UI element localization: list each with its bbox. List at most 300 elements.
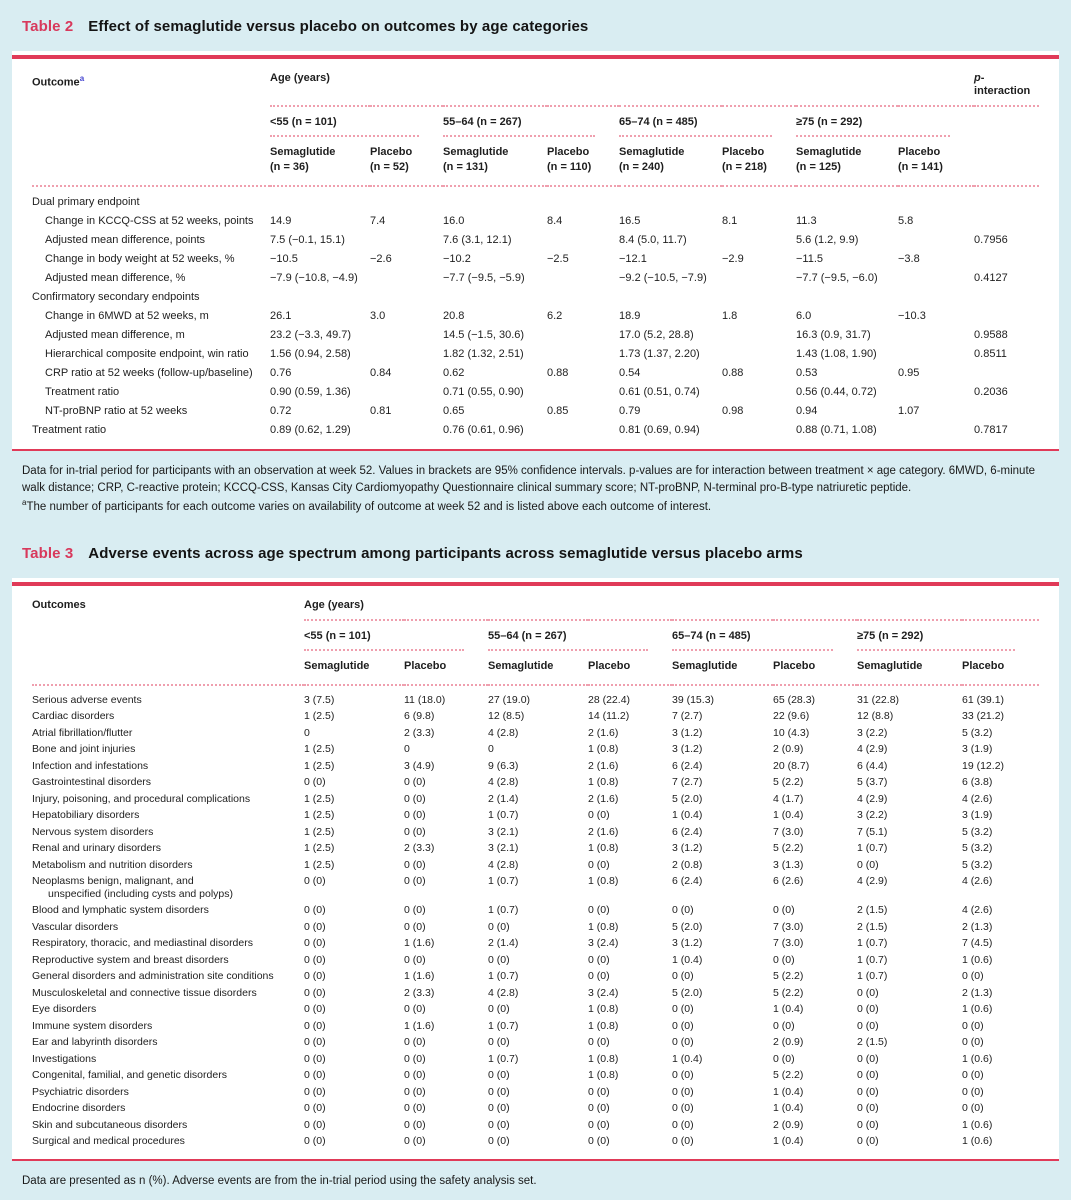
table-cell: 1 (1.6) (404, 970, 435, 983)
table3 (32, 586, 1039, 1150)
table-cell (270, 288, 370, 307)
table-cell: 4 (2.8) (488, 858, 519, 871)
row-label: CRP ratio at 52 weeks (follow-up/baseline) (45, 367, 253, 379)
table2-title-text: Effect of semaglutide versus placebo on outcomes by age categories (88, 18, 589, 35)
table-row (32, 212, 1039, 231)
table-cell: 27 (19.0) (488, 693, 531, 706)
table-cell (898, 231, 974, 250)
table-row (32, 685, 1039, 709)
table-cell: 1 (2.5) (304, 825, 335, 838)
arm-header: Semaglutide (n = 36) (270, 146, 336, 173)
table-cell: 1 (0.8) (588, 1069, 619, 1082)
table-cell: 1 (0.7) (857, 937, 888, 950)
table2-heading (12, 10, 1059, 35)
table-cell: 0 (0) (304, 937, 326, 950)
table-cell: 0 (0) (962, 1085, 984, 1098)
table-cell: 0 (0) (304, 1118, 326, 1131)
table-cell: 0 (0) (304, 776, 326, 789)
table-cell: 0 (0) (304, 1052, 326, 1065)
table-cell: 3 (1.2) (672, 937, 703, 950)
table3-footnote: Data are presented as n (%). Adverse events are from the in-trial period using the safety analysis set. (22, 1174, 537, 1187)
table-cell: 1 (0.8) (588, 920, 619, 933)
table-cell: −10.5 (270, 253, 298, 265)
table-cell (722, 269, 796, 288)
age-group-lt55: <55 (n = 101) (304, 620, 488, 651)
table-cell: 1.07 (898, 405, 920, 417)
table-row (32, 807, 1039, 824)
table-cell: 1.8 (722, 310, 738, 322)
table-cell: 0 (0) (588, 904, 610, 917)
table-cell: 7 (2.7) (672, 776, 703, 789)
table-cell: 0 (0) (857, 1118, 879, 1131)
table-cell: 0 (304, 726, 310, 739)
table-cell (547, 383, 619, 402)
table-cell: 1 (0.8) (588, 1052, 619, 1065)
table-cell: 1 (0.4) (672, 1052, 703, 1065)
row-label: General disorders and administration site conditions (32, 970, 274, 983)
table-cell: 2 (1.6) (588, 825, 619, 838)
table-cell: 20 (8.7) (773, 759, 810, 772)
table-cell: 0 (0) (588, 1135, 610, 1148)
table-cell: 3 (1.2) (672, 743, 703, 756)
table-cell (443, 288, 547, 307)
table-cell (722, 231, 796, 250)
table-cell: 4 (2.6) (962, 875, 993, 888)
table-cell: 0 (0) (488, 1102, 510, 1115)
table-cell: 0.88 (722, 367, 744, 379)
table-cell: 0.85 (547, 405, 569, 417)
table-cell: 0.89 (0.62, 1.29) (270, 424, 351, 436)
row-label: Injury, poisoning, and procedural complications (32, 792, 251, 805)
table-cell: −7.9 (−10.8, −4.9) (270, 272, 358, 284)
table-cell (796, 186, 898, 212)
table-cell: −9.2 (−10.5, −7.9) (619, 272, 707, 284)
table2 (32, 59, 1039, 440)
table-cell: 0 (0) (672, 1069, 694, 1082)
table-cell: 1 (0.7) (857, 842, 888, 855)
table-cell: 1 (2.5) (304, 759, 335, 772)
table-cell: 1 (0.7) (488, 1052, 519, 1065)
table-cell (722, 421, 796, 440)
table-cell: 1 (0.6) (962, 1052, 993, 1065)
table-cell: 16.5 (619, 215, 641, 227)
table-cell (974, 364, 1039, 383)
table-cell: −2.9 (722, 253, 744, 265)
table-cell: 0.76 (270, 367, 292, 379)
row-label: Hierarchical composite endpoint, win ratio (45, 348, 249, 360)
table-cell: 3 (2.4) (588, 986, 619, 999)
table-row (32, 1001, 1039, 1018)
table-cell: 0 (0) (304, 1003, 326, 1016)
table-cell: 6.2 (547, 310, 563, 322)
table-cell: 1 (0.6) (962, 953, 993, 966)
table-cell: 0 (0) (588, 858, 610, 871)
table-row (32, 402, 1039, 421)
table-cell: 5 (2.0) (672, 920, 703, 933)
table-cell: 1 (0.8) (588, 1019, 619, 1032)
table-cell: 3 (1.3) (773, 858, 804, 871)
table-cell: 1 (2.5) (304, 792, 335, 805)
arm-header: Placebo (404, 659, 447, 672)
table-cell: 0 (0) (962, 1019, 984, 1032)
table-cell: 0 (0) (304, 1069, 326, 1082)
table-cell: 0 (0) (962, 1102, 984, 1115)
table-cell (547, 186, 619, 212)
table-cell (722, 326, 796, 345)
table-cell: 1 (0.8) (588, 776, 619, 789)
table-cell: 1 (0.8) (588, 743, 619, 756)
table-cell: 1 (1.6) (404, 937, 435, 950)
table-cell: 61 (39.1) (962, 693, 1005, 706)
table-cell: 2 (0.9) (773, 1118, 804, 1131)
table-cell: 0 (0) (304, 875, 326, 888)
row-label: Gastrointestinal disorders (32, 776, 152, 789)
table-cell: 0 (0) (488, 1069, 510, 1082)
table-row (32, 288, 1039, 307)
table-cell: 1 (0.7) (488, 1019, 519, 1032)
table-cell: 0 (0) (404, 809, 426, 822)
table-cell: 0 (0) (488, 1118, 510, 1131)
table-cell: 7.4 (370, 215, 386, 227)
table-cell (370, 269, 443, 288)
table-row (32, 1084, 1039, 1101)
table2-footnotes (12, 451, 1059, 521)
table-cell (547, 326, 619, 345)
table-cell: 20.8 (443, 310, 465, 322)
table-cell (722, 345, 796, 364)
table3-footnotes (12, 1161, 1059, 1194)
table-cell: 0 (0) (857, 1069, 879, 1082)
table-row (32, 873, 1039, 902)
table-cell: 1 (0.6) (962, 1135, 993, 1148)
arm-header: Semaglutide (n = 131) (443, 146, 509, 173)
table-cell (974, 212, 1039, 231)
table-cell: 0 (0) (672, 1036, 694, 1049)
table-cell: 1 (0.4) (773, 1135, 804, 1148)
table-cell: 4 (2.8) (488, 986, 519, 999)
table-row (32, 421, 1039, 440)
row-label: Adjusted mean difference, m (45, 329, 185, 341)
table-cell: 0 (0) (488, 1003, 510, 1016)
table-cell: 0 (0) (404, 1085, 426, 1098)
table-cell: 1 (2.5) (304, 710, 335, 723)
table-cell: 2 (1.3) (962, 920, 993, 933)
table-row (32, 383, 1039, 402)
table-cell: 5 (2.0) (672, 792, 703, 805)
table-row (32, 1067, 1039, 1084)
table3-body (32, 685, 1039, 1150)
table-cell (370, 231, 443, 250)
table-cell (898, 421, 974, 440)
table-cell: 1 (0.4) (672, 953, 703, 966)
table-cell: 1 (0.7) (488, 875, 519, 888)
table3-card (12, 578, 1059, 1161)
table-cell: 23.2 (−3.3, 49.7) (270, 329, 352, 341)
arm-header: Semaglutide (n = 240) (619, 146, 685, 173)
table-row (32, 1034, 1039, 1051)
age-years-header: Age (years) (304, 586, 1039, 620)
table-cell: 1 (0.4) (672, 809, 703, 822)
table-cell (443, 186, 547, 212)
row-label: Change in body weight at 52 weeks, % (45, 253, 235, 265)
table-cell: 1 (0.4) (773, 1003, 804, 1016)
table-cell: 1 (0.8) (588, 875, 619, 888)
table-cell: 1.73 (1.37, 2.20) (619, 348, 700, 360)
table-row (32, 1133, 1039, 1150)
table-cell: 1 (0.7) (857, 970, 888, 983)
table-cell: 0 (0) (672, 904, 694, 917)
table-cell: 0 (0) (404, 875, 426, 888)
p-interaction-header: p-interaction (974, 59, 1039, 106)
table-cell: 0.7956 (974, 234, 1008, 246)
table-cell: 5 (2.2) (773, 842, 804, 855)
table3-title-text: Adverse events across age spectrum among participants across semaglutide versus placebo arms (88, 544, 803, 562)
arm-header: Semaglutide (857, 659, 923, 672)
table-cell (974, 250, 1039, 269)
row-label: NT-proBNP ratio at 52 weeks (45, 405, 188, 417)
table-row (32, 985, 1039, 1002)
table-row (32, 919, 1039, 936)
table-row (32, 269, 1039, 288)
table-cell: −3.8 (898, 253, 920, 265)
table-row (32, 231, 1039, 250)
row-label: Serious adverse events (32, 693, 142, 706)
table-cell: 2 (3.3) (404, 842, 435, 855)
table-cell: 0 (0) (857, 1085, 879, 1098)
table-cell: 19 (12.2) (962, 759, 1005, 772)
row-label: Change in KCCQ-CSS at 52 weeks, points (45, 215, 254, 227)
table-cell: −2.6 (370, 253, 392, 265)
age-group-55-64: 55–64 (n = 267) (443, 106, 619, 137)
table-cell: 0 (0) (857, 1052, 879, 1065)
table-cell: 1 (2.5) (304, 842, 335, 855)
table-cell: −7.7 (−9.5, −5.9) (443, 272, 525, 284)
table-cell: 0 (0) (488, 1135, 510, 1148)
row-label: Treatment ratio (32, 424, 107, 436)
table-cell: 4 (2.6) (962, 904, 993, 917)
table-cell: 0 (0) (404, 1052, 426, 1065)
table-cell: 0 (0) (588, 1036, 610, 1049)
table-cell: 2 (1.4) (488, 937, 519, 950)
table-cell (370, 186, 443, 212)
table-cell: 0.53 (796, 367, 818, 379)
table-row (32, 1117, 1039, 1134)
row-label: Investigations (32, 1052, 97, 1065)
arm-header: Semaglutide (n = 125) (796, 146, 862, 173)
table-cell: 5.8 (898, 215, 914, 227)
table-cell: 2 (1.3) (962, 986, 993, 999)
table2-header (32, 59, 1039, 186)
table-cell: 4 (2.8) (488, 726, 519, 739)
table-cell (974, 288, 1039, 307)
table2-label: Table 2 (22, 18, 74, 35)
row-label: Eye disorders (32, 1003, 97, 1016)
table-cell: 65 (28.3) (773, 693, 816, 706)
table-cell: 2 (1.6) (588, 726, 619, 739)
table-cell: 2 (1.5) (857, 904, 888, 917)
table-cell: 2 (0.8) (672, 858, 703, 871)
table-cell: 6 (9.8) (404, 710, 435, 723)
table-cell: 0 (0) (404, 825, 426, 838)
table-cell: 0.8511 (974, 348, 1007, 360)
table-cell: 31 (22.8) (857, 693, 900, 706)
table-cell: 4 (2.9) (857, 792, 888, 805)
table-cell: 39 (15.3) (672, 693, 715, 706)
table-cell (370, 326, 443, 345)
table-cell (370, 421, 443, 440)
table-cell: 1 (0.8) (588, 842, 619, 855)
table-cell: 0 (0) (672, 1085, 694, 1098)
table-cell: 0 (0) (588, 1085, 610, 1098)
table-row (32, 307, 1039, 326)
table-cell: 0 (0) (672, 1003, 694, 1016)
table-cell: 10 (4.3) (773, 726, 810, 739)
table-cell: 1 (0.4) (773, 1085, 804, 1098)
table-cell: 1 (0.6) (962, 1118, 993, 1131)
table-cell: 2 (1.6) (588, 759, 619, 772)
table-cell (547, 421, 619, 440)
table-cell: 0 (0) (404, 1102, 426, 1115)
table-cell (974, 307, 1039, 326)
table-cell: 0 (0) (304, 986, 326, 999)
table-cell: 0.94 (796, 405, 818, 417)
table-cell (974, 402, 1039, 421)
table-cell: 0 (0) (962, 1036, 984, 1049)
table-cell: 16.0 (443, 215, 465, 227)
table-cell: 14 (11.2) (588, 710, 630, 723)
table-cell: 11.3 (796, 215, 817, 227)
table-cell: 2 (0.9) (773, 1036, 804, 1049)
table-cell: 0 (0) (588, 1102, 610, 1115)
table-cell: 28 (22.4) (588, 693, 631, 706)
table-cell: 3 (1.2) (672, 842, 703, 855)
table-row (32, 1051, 1039, 1068)
table-row (32, 741, 1039, 758)
table-cell (898, 383, 974, 402)
table-row (32, 840, 1039, 857)
table-cell: 0 (488, 743, 494, 756)
table-cell: 1.43 (1.08, 1.90) (796, 348, 877, 360)
table-cell (898, 326, 974, 345)
table-cell: 0 (0) (672, 1135, 694, 1148)
table-cell: 5.6 (1.2, 9.9) (796, 234, 859, 246)
row-label: Congenital, familial, and genetic disorders (32, 1069, 227, 1082)
table-cell: 14.5 (−1.5, 30.6) (443, 329, 525, 341)
row-label: Cardiac disorders (32, 710, 115, 723)
table-cell: 33 (21.2) (962, 710, 1005, 723)
table-cell: 0.76 (0.61, 0.96) (443, 424, 524, 436)
table2-card (12, 51, 1059, 451)
table-cell: −11.5 (796, 253, 824, 265)
table-cell (722, 383, 796, 402)
table-row (32, 758, 1039, 775)
table-cell: −10.3 (898, 310, 926, 322)
table-cell (796, 288, 898, 307)
row-label: Adjusted mean difference, % (45, 272, 186, 284)
table-cell: 0 (0) (672, 1019, 694, 1032)
table-cell: 7 (5.1) (857, 825, 888, 838)
row-label: Musculoskeletal and connective tissue disorders (32, 986, 257, 999)
table-cell: −7.7 (−9.5, −6.0) (796, 272, 878, 284)
table-cell: 1.82 (1.32, 2.51) (443, 348, 524, 360)
row-label: Hepatobiliary disorders (32, 809, 140, 822)
table-cell: 1 (0.7) (488, 904, 519, 917)
table-cell: 0.4127 (974, 272, 1008, 284)
table-cell (547, 345, 619, 364)
table-cell: 0 (0) (857, 858, 879, 871)
table-cell: 6 (4.4) (857, 759, 888, 772)
table-cell: 1 (2.5) (304, 809, 335, 822)
row-label: Nervous system disorders (32, 825, 154, 838)
row-label: Respiratory, thoracic, and mediastinal disorders (32, 937, 253, 950)
table-row (32, 345, 1039, 364)
table-cell (974, 186, 1039, 212)
table-row (32, 791, 1039, 808)
table-cell: 8.4 (547, 215, 563, 227)
table-cell: 8.4 (5.0, 11.7) (619, 234, 687, 246)
age-years-header: Age (years) (270, 59, 974, 106)
age-group-ge75: ≥75 (n = 292) (796, 106, 974, 137)
table-cell: 0 (0) (304, 1085, 326, 1098)
row-label: Surgical and medical procedures (32, 1135, 185, 1148)
table-cell: 4 (2.6) (962, 792, 993, 805)
table-cell: 1 (2.5) (304, 858, 335, 871)
table-row (32, 935, 1039, 952)
table-cell: 2 (1.5) (857, 1036, 888, 1049)
table-cell: 0 (0) (773, 904, 795, 917)
table-cell: 2 (1.5) (857, 920, 888, 933)
table-cell (547, 231, 619, 250)
arm-header: Placebo (773, 659, 816, 672)
row-label: Renal and urinary disorders (32, 842, 161, 855)
table-cell: 0 (0) (404, 953, 426, 966)
table-cell: 7 (3.0) (773, 920, 804, 933)
table-cell: 0 (0) (404, 1069, 426, 1082)
table-cell: 0 (404, 743, 410, 756)
table-cell: 0 (0) (304, 1102, 326, 1115)
table2-footnote-main: Data for in-trial period for participants with an observation at week 52. Values in brackets are 95% confidence intervals. p-values are for interaction between treatment × age category. 6MWD, 6-minute walk distance; CRP, C-reactive protein; KCCQ-CSS, Kansas City Cardiomyopathy Questionnaire clinical summary score; NT-proBNP, N-terminal pro-B-type natriuretic peptide. (22, 464, 1036, 494)
arm-header: Placebo (588, 659, 631, 672)
table-row (32, 857, 1039, 874)
row-label: Immune system disorders (32, 1019, 153, 1032)
table-cell: 0 (0) (304, 1135, 326, 1148)
row-label: Infection and infestations (32, 759, 149, 772)
row-label: Skin and subcutaneous disorders (32, 1118, 188, 1131)
row-label: Treatment ratio (45, 386, 120, 398)
table-cell: 5 (3.2) (962, 726, 993, 739)
table-cell: 7.6 (3.1, 12.1) (443, 234, 512, 246)
table-cell: 1 (0.7) (857, 953, 888, 966)
table-cell: 6 (3.8) (962, 776, 993, 789)
row-label: Bone and joint injuries (32, 743, 136, 756)
table-cell: 5 (2.2) (773, 776, 804, 789)
table-cell: 7 (2.7) (672, 710, 703, 723)
table-cell: 0.88 (0.71, 1.08) (796, 424, 877, 436)
table-cell: 0 (0) (773, 1052, 795, 1065)
table-row (32, 1100, 1039, 1117)
table-cell (619, 288, 722, 307)
table-cell: 0 (0) (404, 858, 426, 871)
table-cell: 0.56 (0.44, 0.72) (796, 386, 877, 398)
table-cell: 3 (1.9) (962, 809, 993, 822)
table-cell: 0 (0) (404, 776, 426, 789)
table-cell: 7.5 (−0.1, 15.1) (270, 234, 345, 246)
table-cell: 1 (0.7) (488, 809, 519, 822)
table3-label: Table 3 (22, 544, 74, 562)
table-cell: 3 (2.2) (857, 726, 888, 739)
table-cell: 0 (0) (404, 920, 426, 933)
table-cell: 5 (2.2) (773, 986, 804, 999)
